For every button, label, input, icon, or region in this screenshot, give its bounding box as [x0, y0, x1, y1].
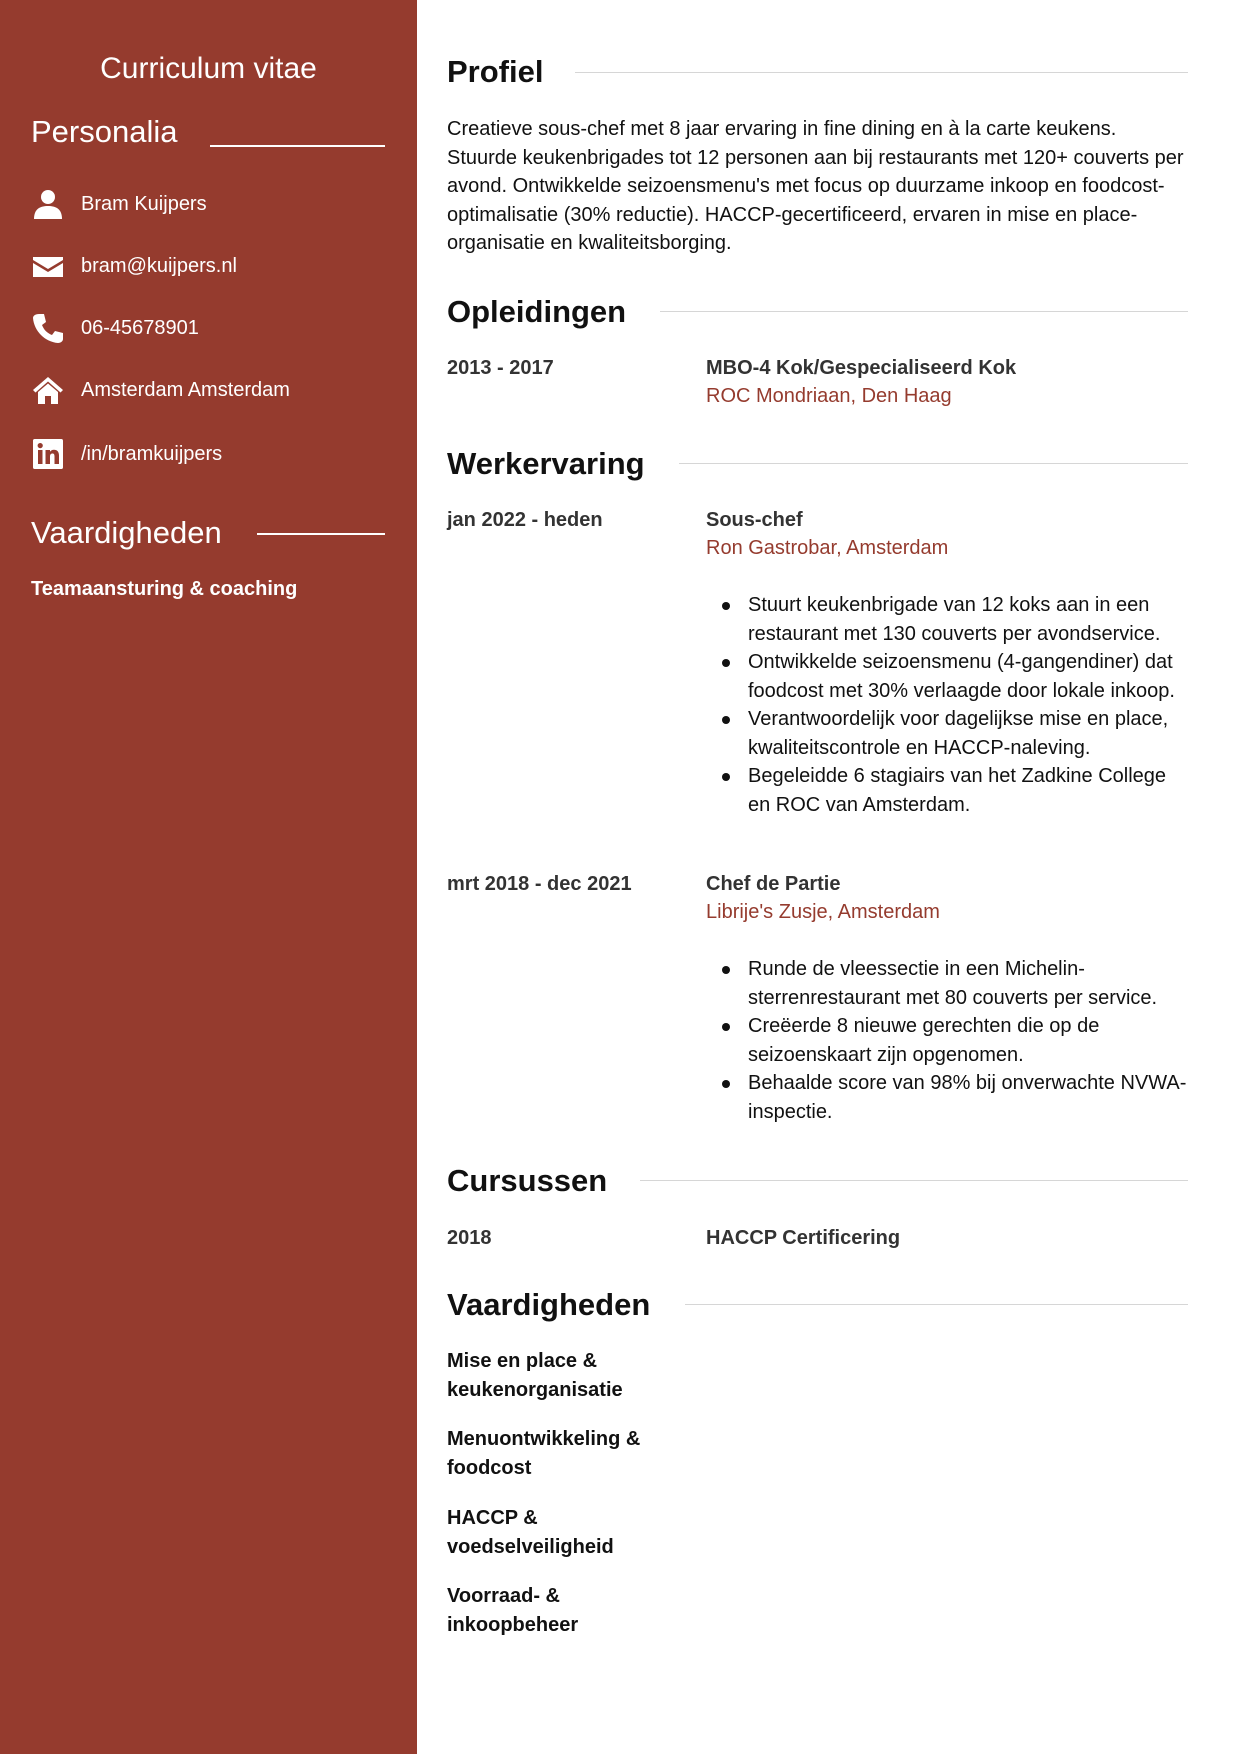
home-icon [31, 373, 65, 407]
profile-text: Creatieve sous-chef met 8 jaar ervaring in fine dining en à la carte keukens. Stuurde keukenbrigades tot 12 personen aan bij restaurants met 120+ couverts per avond. Ontwikkelde seizoensmenu's met focus op duurzame inkoop en foodcost-optimalisatie (30% reductie). HACCP-gecertificeerd, ervaren in mise en place-organisatie en kwaliteitsborging. [447, 118, 1184, 254]
job-1-company: Ron Gastrobar, Amsterdam [706, 537, 949, 559]
skill-item: Voorraad- & inkoopbeheer [447, 1585, 579, 1636]
contact-address-text: Amsterdam Amsterdam [81, 378, 290, 401]
profile-heading: Profiel [447, 54, 544, 89]
job-2-company: Librije's Zusje, Amsterdam [706, 901, 940, 923]
sidebar-skill-item: Teamaansturing & coaching [31, 578, 298, 600]
job-2-period: mrt 2018 - dec 2021 [447, 873, 632, 895]
education-divider [660, 311, 1188, 312]
course-year: 2018 [447, 1227, 492, 1249]
skills-heading: Vaardigheden [447, 1287, 651, 1322]
courses-heading: Cursussen [447, 1163, 608, 1198]
linkedin-icon [31, 437, 65, 471]
contact-email-text[interactable]: bram@kuijpers.nl [81, 254, 237, 277]
contact-linkedin[interactable] [31, 436, 401, 472]
education-institution: ROC Mondriaan, Den Haag [706, 385, 952, 407]
contact-phone-text[interactable]: 06-45678901 [81, 316, 199, 339]
skill-item: Menuontwikkeling & foodcost [447, 1428, 641, 1479]
list-item: Verantwoordelijk voor dagelijkse mise en place, kwaliteitscontrole en HACCP-naleving. [748, 705, 1193, 762]
contact-name [31, 186, 401, 222]
course-title: HACCP Certificering [706, 1227, 901, 1249]
list-item: Begeleidde 6 stagiairs van het Zadkine College en ROC van Amsterdam. [748, 762, 1193, 819]
profile-divider [575, 72, 1188, 73]
list-item: Ontwikkelde seizoensmenu (4-gangendiner) dat foodcost met 30% verlaagde door lokale inkoop. [748, 648, 1193, 705]
list-item: Behaalde score van 98% bij onverwachte NVWA-inspectie. [748, 1069, 1193, 1126]
courses-divider [640, 1180, 1188, 1181]
list-item: Stuurt keukenbrigade van 12 koks aan in een restaurant met 130 couverts per avondservice. [748, 591, 1193, 648]
job-2-title: Chef de Partie [706, 873, 841, 895]
job-1-bullets [748, 591, 1193, 819]
list-item: Runde de vleessectie in een Michelin-sterrenrestaurant met 80 couverts per service. [748, 955, 1193, 1012]
sidebar-skills-heading: Vaardigheden [31, 515, 222, 550]
job-2-bullets [748, 955, 1193, 1126]
skill-item: HACCP & voedselveiligheid [447, 1507, 614, 1558]
education-period: 2013 - 2017 [447, 357, 554, 379]
skills-divider [685, 1304, 1188, 1305]
contact-address [31, 372, 401, 408]
experience-divider [679, 463, 1188, 464]
contact-email[interactable] [31, 248, 401, 284]
sidebar-skills-divider [257, 533, 385, 535]
personalia-heading: Personalia [31, 114, 178, 149]
user-icon [31, 187, 65, 221]
contact-name-text: Bram Kuijpers [81, 192, 207, 215]
sidebar [0, 0, 417, 1754]
skill-item: Mise en place & keukenorganisatie [447, 1350, 623, 1401]
job-1-period: jan 2022 - heden [447, 509, 603, 531]
personalia-divider [210, 145, 385, 147]
list-item: Creëerde 8 nieuwe gerechten die op de seizoenskaart zijn opgenomen. [748, 1012, 1193, 1069]
envelope-icon [31, 249, 65, 283]
education-title: MBO-4 Kok/Gespecialiseerd Kok [706, 357, 1017, 379]
contact-phone[interactable] [31, 310, 401, 346]
cv-title: Curriculum vitae [100, 52, 317, 85]
contact-linkedin-text[interactable]: /in/bramkuijpers [81, 442, 223, 465]
phone-icon [31, 311, 65, 345]
experience-heading: Werkervaring [447, 446, 645, 481]
job-1-title: Sous-chef [706, 509, 803, 531]
education-heading: Opleidingen [447, 294, 627, 329]
